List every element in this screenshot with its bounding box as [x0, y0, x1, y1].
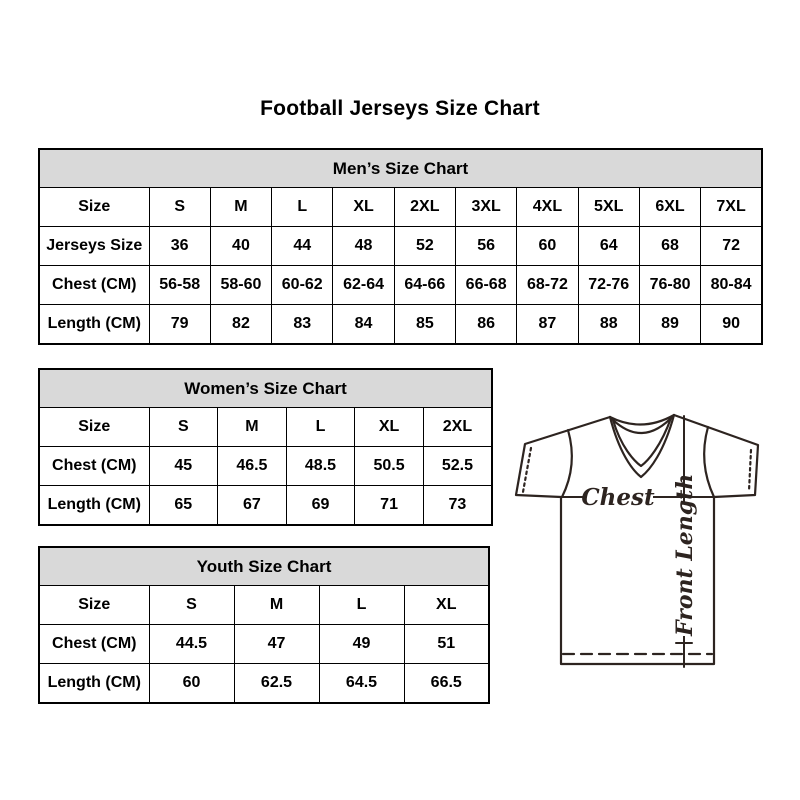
womens-value-cell: 48.5 — [286, 447, 355, 486]
mens-value-cell: 60-62 — [272, 266, 333, 305]
right-armhole-seam — [704, 427, 714, 497]
mens-value-cell: 84 — [333, 305, 394, 345]
youth-value-cell: 66.5 — [404, 664, 489, 704]
mens-table-row — [39, 266, 762, 305]
mens-value-cell: L — [272, 188, 333, 227]
womens-value-cell: XL — [355, 408, 424, 447]
mens-value-cell: 86 — [455, 305, 516, 345]
womens-table-row — [39, 447, 492, 486]
womens-value-cell: 65 — [149, 486, 218, 526]
youth-value-cell: 64.5 — [319, 664, 404, 704]
womens-value-cell: L — [286, 408, 355, 447]
jersey-outline-shape — [516, 415, 758, 664]
youth-value-cell: 44.5 — [149, 625, 234, 664]
mens-value-cell: 85 — [394, 305, 455, 345]
mens-value-cell: 6XL — [639, 188, 700, 227]
mens-value-cell: 56-58 — [149, 266, 210, 305]
womens-table-row — [39, 486, 492, 526]
youth-section-header: Youth Size Chart — [39, 547, 489, 586]
mens-value-cell: 66-68 — [455, 266, 516, 305]
mens-value-cell: 68 — [639, 227, 700, 266]
mens-value-cell: 58-60 — [210, 266, 271, 305]
mens-section-header: Men’s Size Chart — [39, 149, 762, 188]
youth-value-cell: XL — [404, 586, 489, 625]
mens-table-row — [39, 188, 762, 227]
mens-value-cell: 2XL — [394, 188, 455, 227]
youth-value-cell: M — [234, 586, 319, 625]
mens-value-cell: 5XL — [578, 188, 639, 227]
womens-row-label: Length (CM) — [39, 486, 149, 526]
mens-value-cell: 36 — [149, 227, 210, 266]
womens-value-cell: 50.5 — [355, 447, 424, 486]
womens-value-cell: 69 — [286, 486, 355, 526]
right-cuff-stitch-line — [749, 450, 751, 491]
mens-value-cell: 88 — [578, 305, 639, 345]
womens-section-header: Women’s Size Chart — [39, 369, 492, 408]
mens-value-cell: 52 — [394, 227, 455, 266]
youth-table-row — [39, 625, 489, 664]
youth-row-label: Chest (CM) — [39, 625, 149, 664]
mens-value-cell: 68-72 — [517, 266, 578, 305]
mens-size-table — [38, 148, 763, 345]
mens-value-cell: 79 — [149, 305, 210, 345]
mens-value-cell: 64 — [578, 227, 639, 266]
youth-size-table — [38, 546, 490, 704]
mens-row-label: Length (CM) — [39, 305, 149, 345]
womens-value-cell: 67 — [218, 486, 287, 526]
mens-value-cell: 44 — [272, 227, 333, 266]
mens-value-cell: 56 — [455, 227, 516, 266]
mens-table-row — [39, 305, 762, 345]
youth-value-cell: L — [319, 586, 404, 625]
youth-row-label: Size — [39, 586, 149, 625]
youth-value-cell: 62.5 — [234, 664, 319, 704]
left-armhole-seam — [562, 430, 572, 497]
mens-value-cell: 4XL — [517, 188, 578, 227]
mens-value-cell: 48 — [333, 227, 394, 266]
womens-value-cell: 46.5 — [218, 447, 287, 486]
womens-value-cell: 71 — [355, 486, 424, 526]
mens-value-cell: S — [149, 188, 210, 227]
mens-value-cell: 60 — [517, 227, 578, 266]
mens-value-cell: 89 — [639, 305, 700, 345]
youth-value-cell: 47 — [234, 625, 319, 664]
womens-value-cell: 2XL — [423, 408, 492, 447]
womens-row-label: Size — [39, 408, 149, 447]
mens-value-cell: 90 — [701, 305, 762, 345]
youth-row-label: Length (CM) — [39, 664, 149, 704]
womens-value-cell: 52.5 — [423, 447, 492, 486]
mens-value-cell: 64-66 — [394, 266, 455, 305]
front-length-label: Front Length — [672, 473, 698, 636]
youth-value-cell: S — [149, 586, 234, 625]
mens-value-cell: 82 — [210, 305, 271, 345]
mens-row-label: Jerseys Size — [39, 227, 149, 266]
womens-value-cell: M — [218, 408, 287, 447]
page-title: Football Jerseys Size Chart — [260, 97, 540, 120]
youth-table-row — [39, 586, 489, 625]
mens-value-cell: 72 — [701, 227, 762, 266]
womens-value-cell: 73 — [423, 486, 492, 526]
womens-row-label: Chest (CM) — [39, 447, 149, 486]
womens-size-table — [38, 368, 493, 526]
mens-value-cell: 3XL — [455, 188, 516, 227]
mens-value-cell: M — [210, 188, 271, 227]
womens-value-cell: 45 — [149, 447, 218, 486]
mens-row-label: Size — [39, 188, 149, 227]
womens-value-cell: S — [149, 408, 218, 447]
youth-value-cell: 51 — [404, 625, 489, 664]
mens-value-cell: XL — [333, 188, 394, 227]
mens-value-cell: 83 — [272, 305, 333, 345]
mens-value-cell: 72-76 — [578, 266, 639, 305]
mens-table-row — [39, 227, 762, 266]
chest-label: Chest — [581, 484, 655, 511]
mens-value-cell: 62-64 — [333, 266, 394, 305]
jersey-measurement-diagram — [505, 405, 800, 678]
mens-value-cell: 40 — [210, 227, 271, 266]
mens-row-label: Chest (CM) — [39, 266, 149, 305]
youth-table-row — [39, 664, 489, 704]
mens-value-cell: 80-84 — [701, 266, 762, 305]
womens-table-row — [39, 408, 492, 447]
youth-value-cell: 49 — [319, 625, 404, 664]
youth-value-cell: 60 — [149, 664, 234, 704]
mens-value-cell: 87 — [517, 305, 578, 345]
mens-value-cell: 76-80 — [639, 266, 700, 305]
mens-value-cell: 7XL — [701, 188, 762, 227]
